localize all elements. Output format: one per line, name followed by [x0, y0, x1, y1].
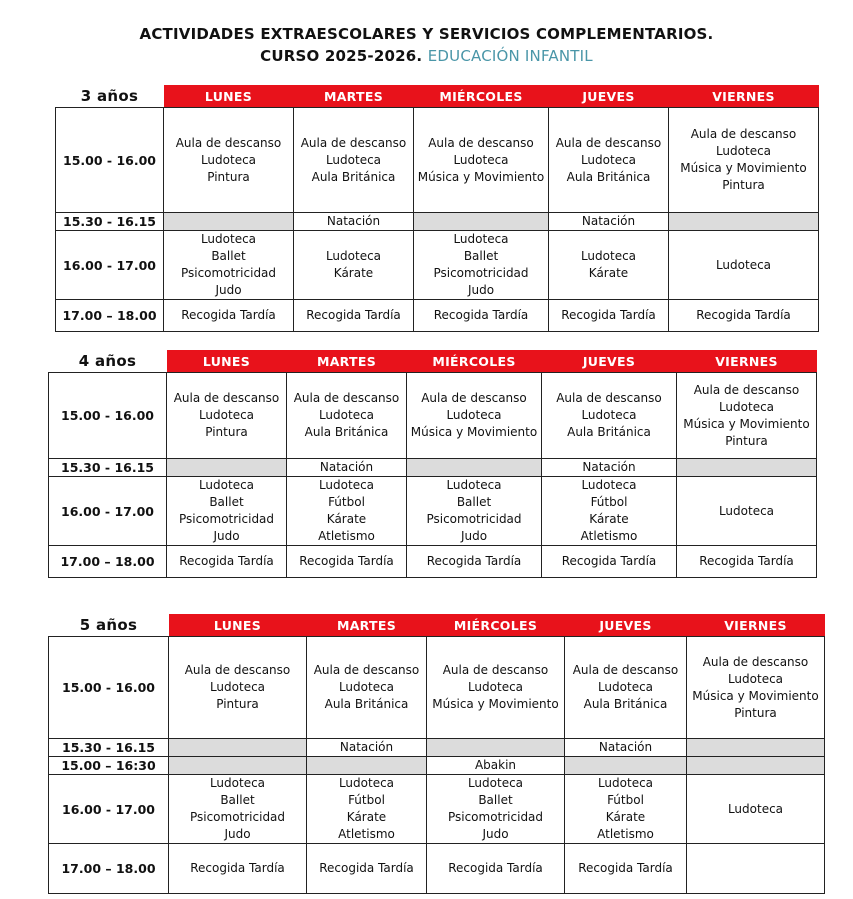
- schedule-row: [49, 637, 825, 739]
- activity-cell: [167, 477, 287, 546]
- activity-cell: [407, 546, 542, 578]
- activity-name: Kárate: [333, 266, 374, 280]
- activity-cell: [294, 108, 414, 213]
- schedule-row: [49, 739, 825, 757]
- activity-name: Ludoteca: [727, 801, 784, 816]
- activity-cell: [549, 213, 669, 231]
- activity-cell: [169, 844, 307, 894]
- activity-name: Ludoteca: [581, 408, 637, 422]
- stage-label: EDUCACIÓN INFANTIL: [427, 47, 593, 65]
- activity-name: Psicomotricidad: [447, 810, 544, 824]
- activity-cell: [307, 775, 427, 844]
- schedule-table: [48, 350, 817, 578]
- activity-name: Natación: [581, 214, 636, 228]
- activity-cell: [677, 477, 817, 546]
- schedule-row: [56, 108, 819, 213]
- activity-name: Recogida Tardía: [433, 308, 529, 322]
- activity-name: Aula de descanso: [690, 127, 797, 141]
- activity-name: Recogida Tardía: [299, 554, 394, 568]
- schedule-row: [56, 213, 819, 231]
- activity-name: Música y Movimiento: [432, 697, 559, 711]
- schedule-row: [49, 844, 825, 894]
- time-slot: 15.00 - 16.00: [49, 637, 169, 739]
- day-header-viernes: VIERNES: [677, 350, 817, 373]
- activity-name: Ballet: [478, 793, 513, 807]
- activity-cell: [687, 757, 825, 775]
- activity-name: Judo: [467, 283, 495, 297]
- activity-cell: [669, 213, 819, 231]
- activity-name: Aula de descanso: [173, 391, 280, 405]
- activity-name: Ludoteca: [325, 249, 382, 263]
- activity-cell: [164, 300, 294, 332]
- activity-cell: [565, 844, 687, 894]
- schedule-row: [49, 546, 817, 578]
- time-slot: 15.30 - 16.15: [56, 213, 164, 231]
- activity-cell: [414, 231, 549, 300]
- activity-name: Recogida Tardía: [561, 554, 657, 568]
- schedule-row: [49, 775, 825, 844]
- activity-name: Recogida Tardía: [179, 554, 274, 568]
- activity-cell: [287, 459, 407, 477]
- activity-name: Pintura: [734, 705, 777, 720]
- activity-name: Aula Británica: [324, 697, 409, 711]
- activity-cell: [169, 757, 307, 775]
- activity-name: Ludoteca: [718, 399, 775, 414]
- activity-name: Natación: [339, 740, 394, 754]
- activity-cell: [427, 844, 565, 894]
- activity-cell: [669, 108, 819, 213]
- activity-cell: [407, 477, 542, 546]
- day-header-miércoles: MIÉRCOLES: [414, 85, 549, 108]
- activity-name: Psicomotricidad: [426, 512, 522, 526]
- activity-name: Recogida Tardía: [578, 861, 673, 875]
- document-title: ACTIVIDADES EXTRAESCOLARES Y SERVICIOS COMPLEMENTARIOS.: [139, 25, 714, 43]
- schedule-5-years: [48, 614, 825, 894]
- activity-cell: [414, 213, 549, 231]
- activity-name: Aula de descanso: [442, 663, 549, 677]
- activity-cell: [287, 373, 407, 459]
- activity-cell: [565, 775, 687, 844]
- day-header-viernes: VIERNES: [687, 614, 825, 637]
- activity-cell: [677, 459, 817, 477]
- schedule-row: [49, 373, 817, 459]
- activity-name: Ludoteca: [597, 776, 654, 790]
- activity-name: Psicomotricidad: [189, 810, 286, 824]
- day-header-lunes: LUNES: [167, 350, 287, 373]
- activity-name: Ludoteca: [467, 680, 524, 694]
- day-header-lunes: LUNES: [169, 614, 307, 637]
- activity-name: Ludoteca: [715, 144, 772, 158]
- time-slot: 17.00 – 18.00: [49, 844, 169, 894]
- time-slot: 17.00 – 18.00: [49, 546, 167, 578]
- day-header-martes: MARTES: [307, 614, 427, 637]
- activity-name: Ludoteca: [467, 776, 524, 790]
- activity-cell: [427, 637, 565, 739]
- activity-name: Ludoteca: [318, 478, 375, 492]
- activity-name: Aula de descanso: [184, 663, 291, 677]
- activity-name: Aula Británica: [311, 169, 396, 184]
- activity-cell: [294, 213, 414, 231]
- age-group-label: 5 años: [49, 614, 169, 637]
- activity-name: Aula de descanso: [175, 135, 282, 150]
- activity-name: Atletismo: [338, 827, 395, 841]
- activity-cell: [407, 459, 542, 477]
- activity-cell: [677, 373, 817, 459]
- activity-cell: [287, 546, 407, 578]
- day-header-viernes: VIERNES: [669, 85, 819, 108]
- activity-cell: [167, 546, 287, 578]
- activity-name: Fútbol: [590, 495, 628, 509]
- activity-name: Ludoteca: [338, 776, 395, 790]
- activity-name: Aula de descanso: [702, 654, 809, 669]
- activity-name: Ludoteca: [597, 680, 654, 694]
- activity-cell: [687, 637, 825, 739]
- activity-name: Aula Británica: [566, 169, 651, 184]
- day-header-martes: MARTES: [294, 85, 414, 108]
- time-slot: 15.30 - 16.15: [49, 459, 167, 477]
- activity-cell: [669, 231, 819, 300]
- activity-cell: [169, 637, 307, 739]
- activity-name: Aula de descanso: [293, 391, 400, 405]
- activity-cell: [407, 373, 542, 459]
- activity-name: Aula de descanso: [556, 391, 662, 405]
- activity-name: Judo: [460, 529, 488, 543]
- time-slot: 15.00 - 16.00: [56, 108, 164, 213]
- activity-cell: [669, 300, 819, 332]
- activity-name: Ludoteca: [209, 680, 266, 694]
- day-header-miércoles: MIÉRCOLES: [407, 350, 542, 373]
- activity-name: Pintura: [216, 697, 259, 711]
- activity-name: Recogida Tardía: [448, 861, 543, 875]
- activity-name: Natación: [598, 740, 653, 754]
- activity-name: Ballet: [456, 495, 492, 509]
- activity-name: Ludoteca: [446, 408, 502, 422]
- schedule-4-years: [48, 350, 817, 578]
- activity-name: Recogida Tardía: [699, 554, 794, 568]
- activity-name: Ballet: [211, 249, 246, 263]
- activity-name: Recogida Tardía: [306, 308, 401, 322]
- age-group-label: 3 años: [56, 85, 164, 108]
- schedule-table: [48, 614, 825, 894]
- activity-name: Aula de descanso: [555, 135, 662, 150]
- activity-name: Kárate: [346, 810, 387, 824]
- activity-name: Psicomotricidad: [433, 266, 529, 280]
- activity-name: Aula Británica: [583, 697, 668, 711]
- activity-cell: [427, 739, 565, 757]
- time-slot: 17.00 – 18.00: [56, 300, 164, 332]
- activity-name: Ludoteca: [581, 478, 637, 492]
- activity-name: Música y Movimiento: [692, 688, 819, 703]
- activity-name: Ludoteca: [198, 408, 255, 422]
- activity-name: Atletismo: [318, 529, 375, 543]
- time-slot: 16.00 - 17.00: [49, 477, 167, 546]
- activity-cell: [542, 546, 677, 578]
- document-subtitle: [0, 47, 853, 65]
- activity-name: Recogida Tardía: [190, 861, 285, 875]
- activity-name: Ludoteca: [325, 152, 382, 167]
- day-header-lunes: LUNES: [164, 85, 294, 108]
- activity-name: Fútbol: [348, 793, 385, 807]
- activity-name: Recogida Tardía: [426, 554, 522, 568]
- time-slot: 16.00 - 17.00: [49, 775, 169, 844]
- activity-name: Ludoteca: [718, 503, 775, 518]
- activity-name: Atletismo: [597, 827, 654, 841]
- activity-name: Aula de descanso: [572, 663, 679, 677]
- activity-name: Ludoteca: [200, 232, 257, 246]
- activity-name: Aula Británica: [304, 425, 389, 439]
- activity-cell: [294, 300, 414, 332]
- activity-name: Natación: [582, 460, 636, 474]
- activity-name: Música y Movimiento: [410, 425, 538, 439]
- activity-name: Recogida Tardía: [181, 308, 276, 322]
- activity-cell: [549, 108, 669, 213]
- activity-name: Judo: [215, 283, 242, 297]
- activity-cell: [164, 108, 294, 213]
- activity-name: Judo: [482, 827, 509, 841]
- activity-name: Ballet: [220, 793, 255, 807]
- activity-name: Pintura: [207, 169, 250, 184]
- day-header-jueves: JUEVES: [542, 350, 677, 373]
- activity-name: Recogida Tardía: [319, 861, 414, 875]
- activity-name: Aula de descanso: [300, 135, 407, 150]
- activity-cell: [565, 757, 687, 775]
- activity-cell: [549, 300, 669, 332]
- activity-name: Kárate: [326, 512, 367, 526]
- time-slot: 16.00 - 17.00: [56, 231, 164, 300]
- activity-cell: [542, 477, 677, 546]
- activity-cell: [167, 459, 287, 477]
- activity-name: Natación: [319, 460, 374, 474]
- activity-cell: [677, 546, 817, 578]
- activity-name: Pintura: [205, 425, 248, 439]
- activity-name: Recogida Tardía: [561, 308, 656, 322]
- activity-name: Ludoteca: [338, 680, 395, 694]
- activity-name: Ludoteca: [580, 249, 637, 263]
- activity-name: Fútbol: [328, 495, 365, 509]
- activity-name: Aula de descanso: [421, 391, 527, 405]
- time-slot: 15.00 – 16:30: [49, 757, 169, 775]
- activity-cell: [427, 775, 565, 844]
- day-header-miércoles: MIÉRCOLES: [427, 614, 565, 637]
- activity-cell: [549, 231, 669, 300]
- time-slot: 15.00 - 16.00: [49, 373, 167, 459]
- activity-name: Recogida Tardía: [696, 308, 791, 322]
- activity-name: Aula de descanso: [693, 382, 800, 397]
- activity-cell: [414, 108, 549, 213]
- activity-name: Ludoteca: [727, 671, 784, 686]
- activity-name: Ludoteca: [209, 776, 266, 790]
- activity-name: Música y Movimiento: [417, 169, 545, 184]
- activity-name: Ludoteca: [453, 152, 509, 167]
- schedule-row: [56, 300, 819, 332]
- activity-name: Aula de descanso: [428, 135, 534, 150]
- activity-name: Natación: [326, 214, 381, 228]
- activity-name: Ludoteca: [453, 232, 509, 246]
- schedule-3-years: [55, 85, 819, 332]
- activity-name: Ludoteca: [446, 478, 502, 492]
- activity-name: Abakin: [474, 758, 517, 772]
- activity-cell: [287, 477, 407, 546]
- activity-cell: [169, 739, 307, 757]
- activity-cell: [164, 213, 294, 231]
- activity-name: Pintura: [725, 433, 768, 448]
- activity-cell: [307, 637, 427, 739]
- activity-cell: [565, 637, 687, 739]
- time-slot: 15.30 - 16.15: [49, 739, 169, 757]
- activity-cell: [169, 775, 307, 844]
- activity-name: Ludoteca: [198, 478, 255, 492]
- activity-name: Kárate: [588, 266, 629, 280]
- activity-name: Aula de descanso: [313, 663, 420, 677]
- schedule-row: [56, 231, 819, 300]
- course-label: CURSO 2025-2026.: [260, 47, 423, 65]
- activity-cell: [565, 739, 687, 757]
- activity-name: Ludoteca: [318, 408, 375, 422]
- activity-name: Música y Movimiento: [680, 161, 807, 175]
- activity-cell: [427, 757, 565, 775]
- activity-name: Kárate: [605, 810, 646, 824]
- activity-name: Judo: [224, 827, 251, 841]
- day-header-jueves: JUEVES: [549, 85, 669, 108]
- activity-name: Atletismo: [580, 529, 638, 543]
- activity-name: Ludoteca: [715, 257, 772, 272]
- activity-cell: [687, 775, 825, 844]
- activity-name: Ludoteca: [580, 152, 637, 167]
- schedule-table: [55, 85, 819, 332]
- activity-name: Ballet: [209, 495, 244, 509]
- age-group-label: 4 años: [49, 350, 167, 373]
- activity-name: Ludoteca: [200, 152, 257, 167]
- day-header-jueves: JUEVES: [565, 614, 687, 637]
- activity-name: Psicomotricidad: [180, 266, 277, 280]
- activity-cell: [414, 300, 549, 332]
- activity-cell: [164, 231, 294, 300]
- activity-name: Aula Británica: [567, 425, 651, 439]
- activity-name: Música y Movimiento: [683, 416, 810, 431]
- activity-name: Pintura: [722, 178, 765, 192]
- activity-name: Judo: [213, 529, 240, 543]
- activity-cell: [167, 373, 287, 459]
- activity-cell: [542, 373, 677, 459]
- activity-cell: [294, 231, 414, 300]
- activity-cell: [687, 739, 825, 757]
- activity-name: Psicomotricidad: [178, 512, 275, 526]
- activity-cell: [307, 844, 427, 894]
- activity-cell: [542, 459, 677, 477]
- activity-cell: [307, 757, 427, 775]
- activity-cell: [307, 739, 427, 757]
- activity-name: Fútbol: [607, 793, 644, 807]
- activity-name: Kárate: [589, 512, 629, 526]
- schedule-row: [49, 757, 825, 775]
- schedule-row: [49, 459, 817, 477]
- activity-cell: [687, 844, 825, 894]
- activity-name: Ballet: [463, 249, 499, 263]
- schedule-row: [49, 477, 817, 546]
- day-header-martes: MARTES: [287, 350, 407, 373]
